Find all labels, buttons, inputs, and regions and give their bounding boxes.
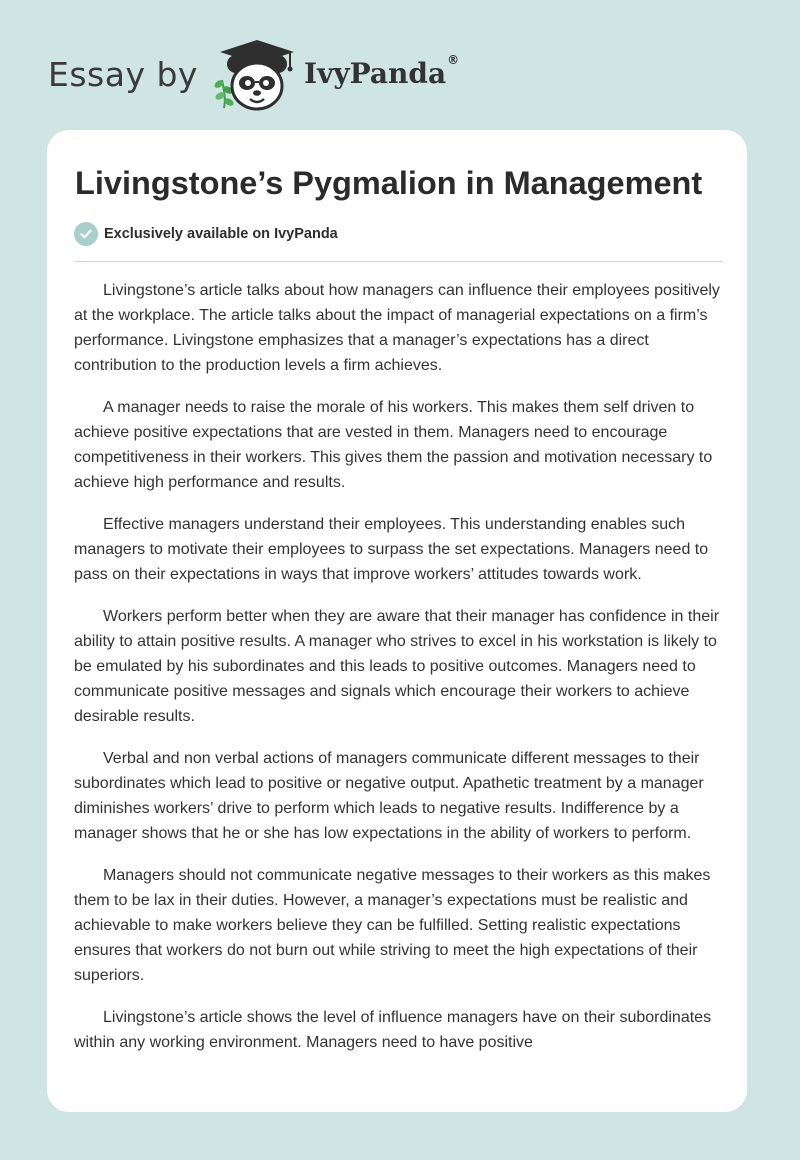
paragraph: A manager needs to raise the morale of his workers. This makes them self driven to achieve positive expectations that are vested in them. Managers need to encourage competitiveness in their workers. This gives them the passion and motivation necessary to achieve high performance and results. — [74, 399, 713, 491]
check-icon — [74, 222, 98, 246]
panda-graduate-icon — [212, 34, 302, 114]
paragraph: Workers perform better when they are aware that their manager has confidence in their ability to attain positive results. A manager who strives to excel in his workstation is likely to be emulated by his subordinates and this leads to positive outcomes. Managers need to communicate positive messages and signals which encourage their workers to achieve desirable results. — [74, 608, 720, 725]
paragraph: Livingstone’s article talks about how managers can influence their employees positively at the workplace. The article talks about the impact of managerial expectations on a firm’s performance. Livingstone emphasizes that a manager’s expectations has a direct contribution to the production levels a firm achieves. — [74, 282, 720, 374]
paragraph: Managers should not communicate negative messages to their workers as this makes them to be lax in their duties. However, a manager’s expectations must be realistic and achievable to make workers believe they can be fulfilled. Setting realistic expectations ensures that workers do not burn out while striving to meet the high expectations of their superiors. — [74, 867, 711, 984]
divider — [74, 261, 723, 262]
page-title: Livingstone’s Pygmalion in Management — [75, 165, 703, 201]
article-body — [74, 278, 734, 1072]
brand-name — [303, 53, 460, 90]
registered-mark: ® — [447, 53, 460, 67]
paragraph: Effective managers understand their employees. This understanding enables such managers to motivate their employees to surpass the set expectations. Managers need to pass on their expectations in ways that improve workers’ attitudes towards work. — [74, 516, 709, 583]
paragraph: Verbal and non verbal actions of managers communicate different messages to their subordinates which lead to positive or negative output. Apathetic treatment by a manager diminishes workers’ drive to perform which leads to negative results. Indifference by a manager shows that he or she has low expectations in the ability of workers to perform. — [74, 750, 704, 842]
paragraph: Livingstone’s article shows the level of influence managers have on their subordinates within any working environment. Managers need to have positive — [74, 1009, 712, 1051]
essay-card — [47, 130, 747, 1112]
brand-name-text: IvyPanda — [303, 57, 447, 90]
brand-prefix: Essay by — [48, 54, 198, 94]
exclusive-badge-label: Exclusively available on IvyPanda — [104, 226, 338, 242]
brand-header[interactable] — [48, 34, 459, 114]
exclusive-badge — [74, 222, 338, 246]
